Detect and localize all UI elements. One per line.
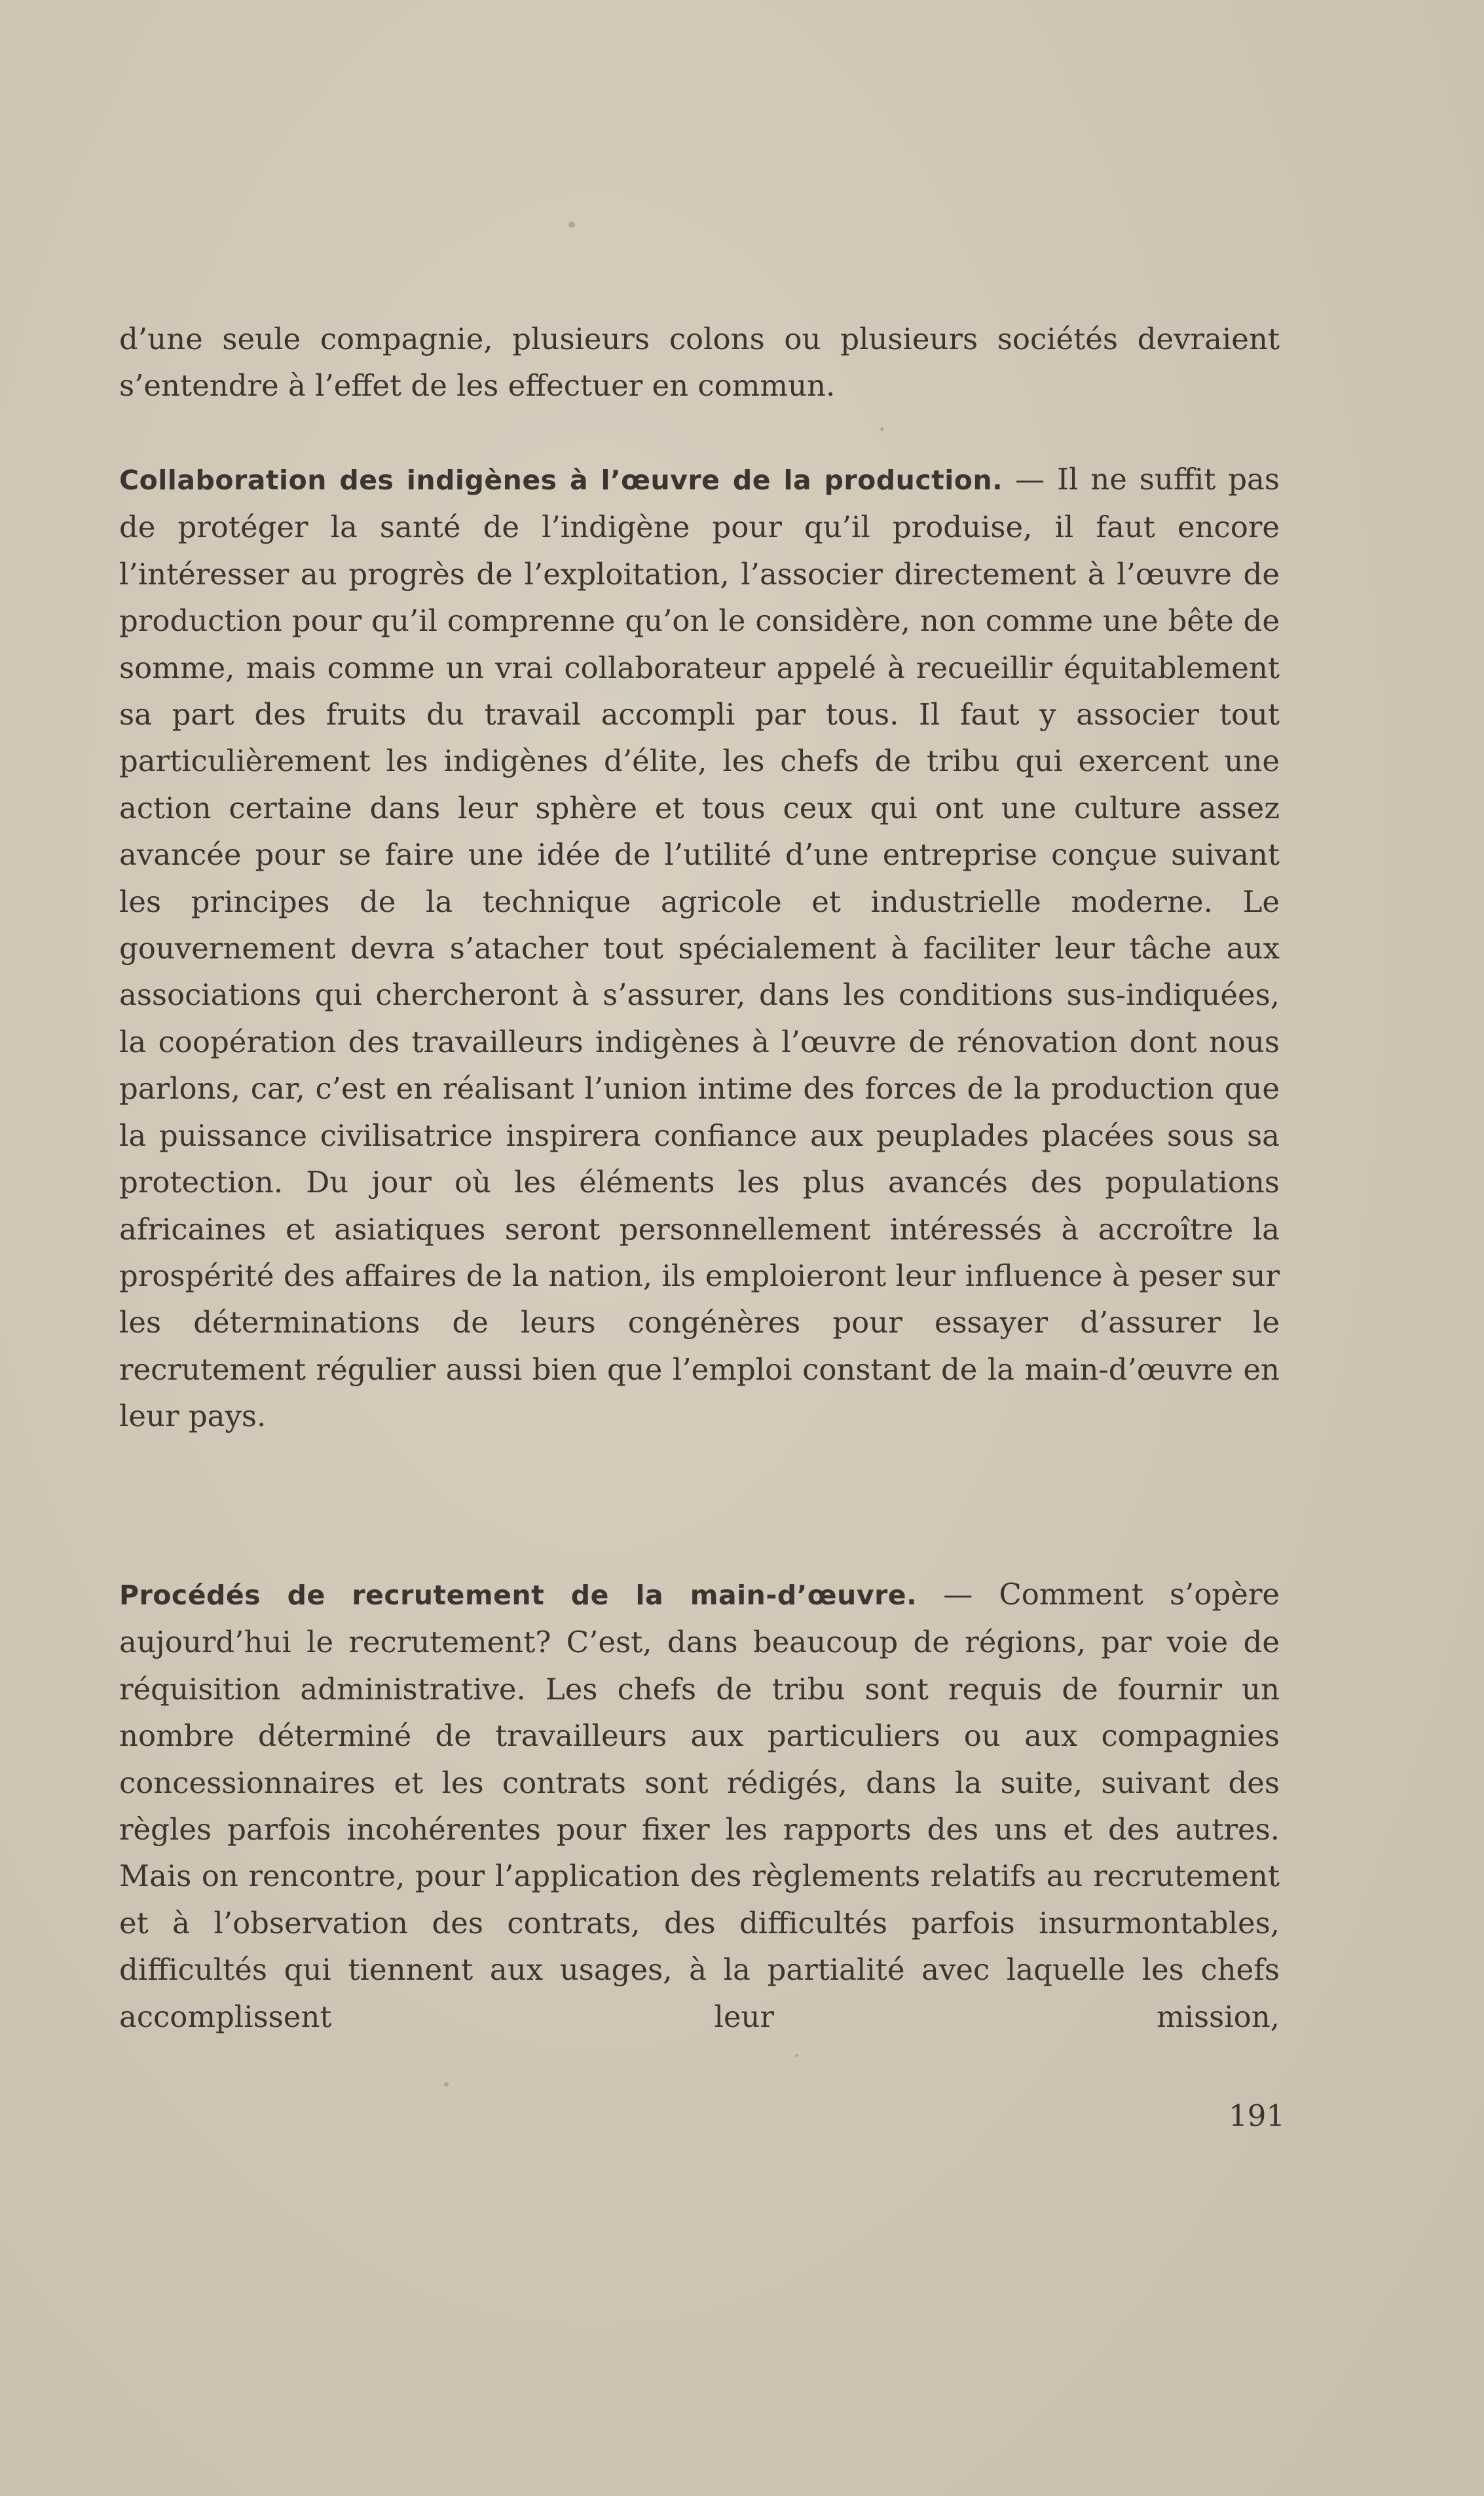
paper-speck [568,221,575,228]
paper-speck [880,427,884,431]
paragraph-recrutement [119,1571,1280,2040]
page-number: 191 [1229,2098,1285,2133]
section-heading-recrutement: Procédés de recrutement de la main-d’œuvre. [119,1579,918,1611]
section-heading-collaboration: Collaboration des indigènes à l’œuvre de la production. [119,464,1003,496]
paper-speck [795,2054,798,2057]
paragraph-collaboration-body: — Il ne suffit pas de protéger la santé de l’indigène pour qu’il produise, il faut encore l’intéresser au progrès de l’exploitation, l’associer directement à l’œuvre de production pour qu’il comprenne qu’on le considère, non comme une bête de somme, mais comme un vrai collaborateur appelé à recueillir équitablement sa part des fruits du travail accompli par tous. Il faut y associer tout particulièrement les indigènes d’élite, les chefs de tribu qui exercent une action certaine dans leur sphère et tous ceux qui ont une culture assez avancée pour se faire une idée de l’utilité d’une entreprise conçue suivant les principes de la technique agricole et industrielle moderne. Le gouvernement devra s’atacher tout spécialement à faciliter leur tâche aux associations qui chercheront à s’assurer, dans les conditions sus-indiquées, la coopération des travailleurs indigènes à l’œuvre de rénovation dont nous parlons, car, c’est en réalisant l’union intime des forces de la production que la puissance civilisatrice inspirera confiance aux peuplades placées sous sa protection. Du jour où les éléments les plus avancés des populations africaines et asiatiques seront personnellement intéressés à accroître la prospérité des affaires de la nation, ils emploieront leur influence à peser sur les déterminations de leurs congénères pour essayer d’assurer le recrutement régulier aussi bien que l’emploi constant de la main-d’œuvre en leur pays. [119,462,1280,1434]
paper-speck [444,2082,449,2087]
paragraph-collaboration [119,456,1280,1440]
paragraph-continuation: d’une seule compagnie, plusieurs colons ou plusieurs sociétés devraient s’entendre à l’effet de les effectuer en commun. [119,322,1280,404]
paragraph-recrutement-body: — Comment s’opère aujourd’hui le recrutement? C’est, dans beaucoup de régions, par voie de réquisition administrative. Les chefs de tribu sont requis de fournir un nombre déterminé de travailleurs aux particuliers ou aux compagnies concessionnaires et les contrats sont rédigés, dans la suite, suivant des règles parfois incohérentes pour fixer les rapports des uns et des autres. Mais on rencontre, pour l’application des règlements relatifs au recrutement et à l’observation des contrats, des difficultés parfois insurmontables, difficultés qui tiennent aux usages, à la partialité avec laquelle les chefs accomplissent leur mission, [119,1577,1280,2034]
